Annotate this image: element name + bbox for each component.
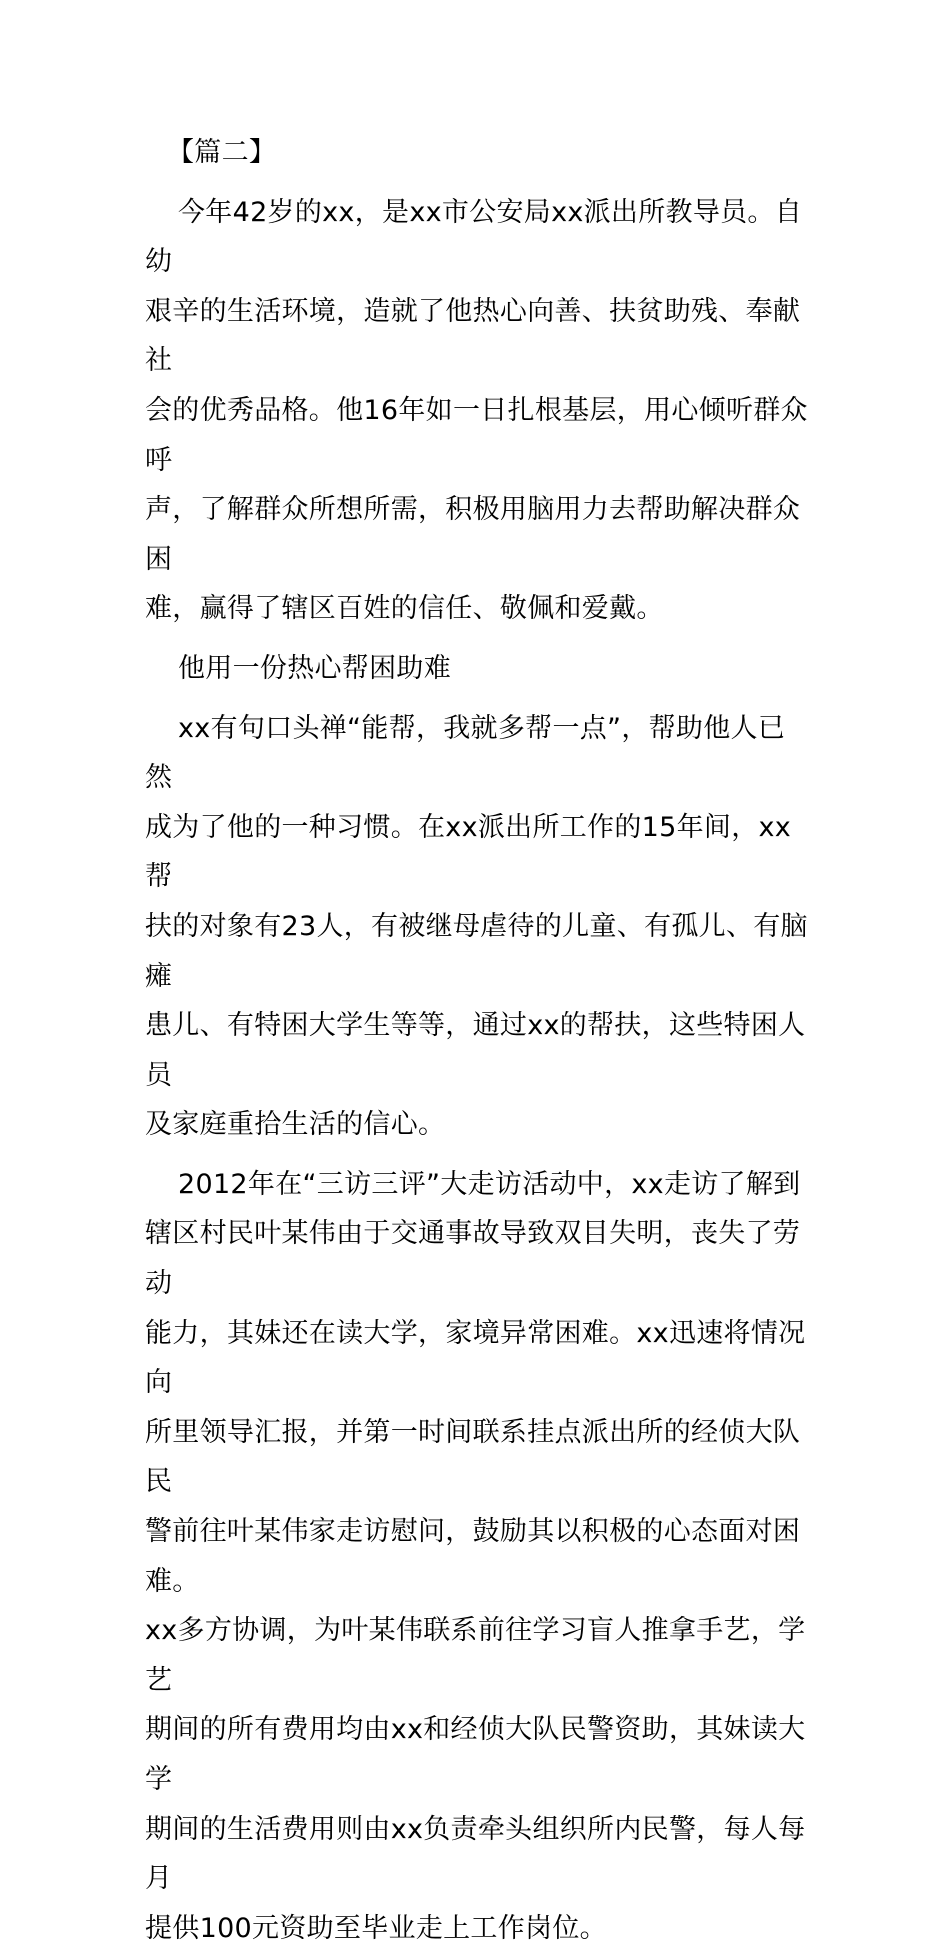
document-body xyxy=(145,128,810,1953)
section-title: 【篇二】 xyxy=(167,137,277,168)
paragraph-help-habit: xx有句口头禅“能帮，我就多帮一点”，帮助他人已然 成为了他的一种习惯。在xx派出所工作的15年间，xx帮 扶的对象有23人，有被继母虐待的儿童、有孤儿、有脑瘫 患儿、有特困大学生等等，通过xx的帮扶，这些特困人员 及家庭重拾生活的信心。 xyxy=(145,712,808,1141)
paragraph-intro: 今年42岁的xx，是xx市公安局xx派出所教导员。自幼 艰辛的生活环境，造就了他热心向善、扶贫助残、奉献社 会的优秀品格。他16年如一日扎根基层，用心倾听群众呼 声，了解群众所想所需，积极用脑用力去帮助解决群众困 难，赢得了辖区百姓的信任、敬佩和爱戴。 xyxy=(145,196,808,625)
paragraph-subheading: 他用一份热心帮困助难 xyxy=(178,652,451,684)
paragraph-2012-visit: 2012年在“三访三评”大走访活动中，xx走访了解到 辖区村民叶某伟由于交通事故导致双目失明，丧失了劳动 能力，其妹还在读大学，家境异常困难。xx迅速将情况向 所里领导汇报，并第一时间联系挂点派出所的经侦大队民 警前往叶某伟家走访慰问，鼓励其以积极的心态面对困难。 xx多方协调，为叶某伟联系前往学习盲人推拿手艺，学艺 期间的所有费用均由xx和经侦大队民警资助，其妹读大学 期间的生活费用则由xx负责牵头组织所内民警，每人每月 提供100元资助至毕业走上工作岗位。 xyxy=(145,1168,806,1944)
